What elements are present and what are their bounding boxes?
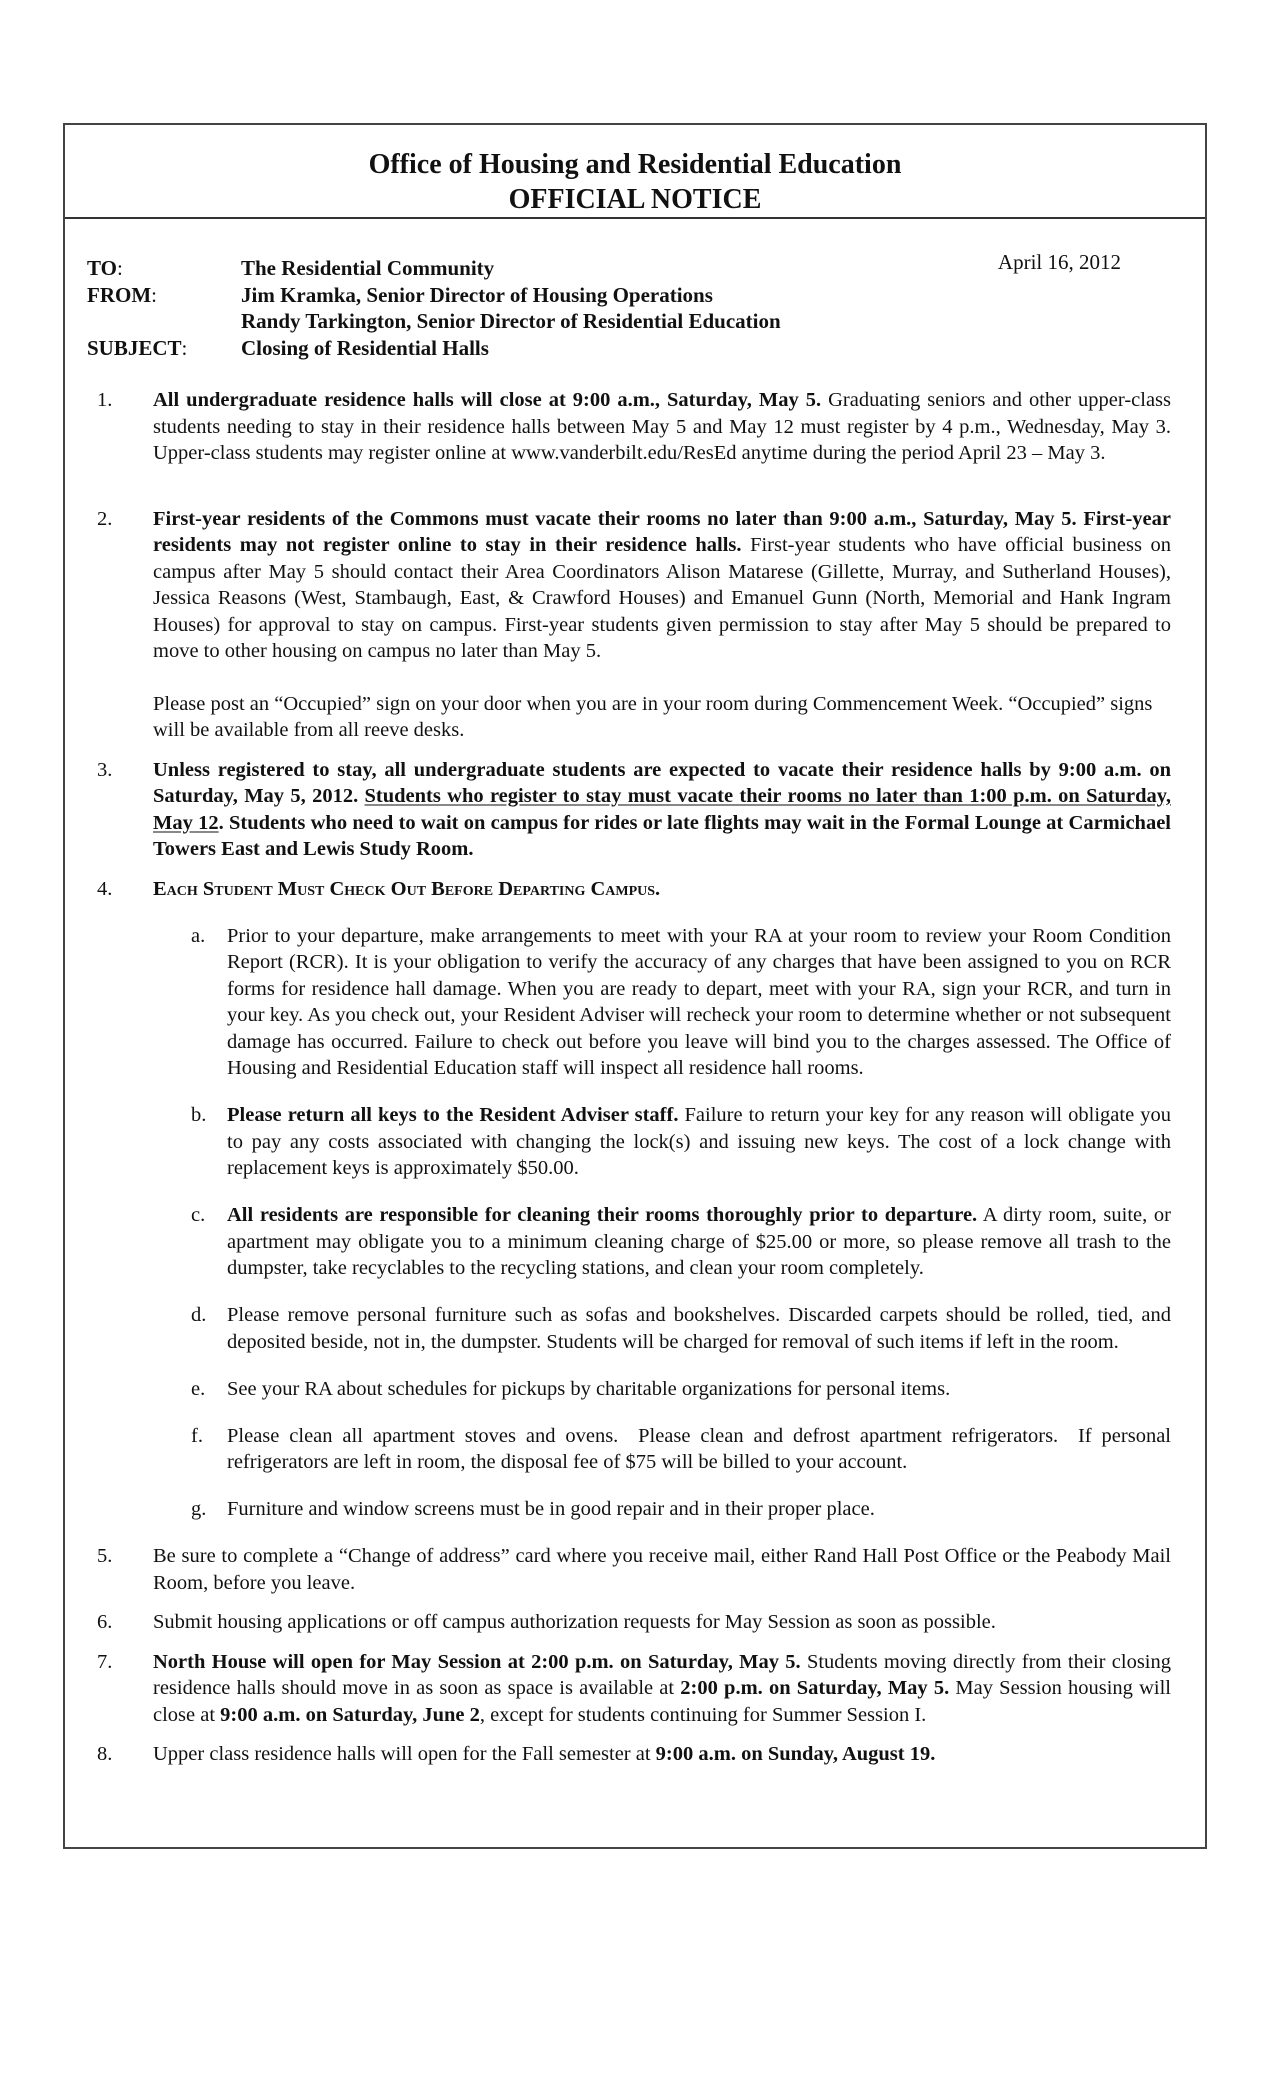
subitem-letter: d. (191, 1304, 207, 1326)
subject-label: SUBJECT (87, 335, 182, 360)
list-item-1 (65, 387, 1205, 467)
official-notice (63, 123, 1207, 1849)
item-text: First-year students who have official business on campus after May 5 should contact their Area Coordinators Alison Matarese (Gillette, Murray, and Sutherland Houses), Jessica Reasons (West, Stambaugh, East, & Crawford Houses) and Emanuel Gunn (North, Memorial and Hank Ingram Houses) for approval to stay on campus. First-year students given permission to stay after May 5 should be prepared to move to other housing on campus no later than May 5. (153, 534, 1171, 662)
subitem-text: Furniture and window screens must be in good repair and in their proper place. (227, 1498, 875, 1520)
list-item-3 (65, 757, 1205, 863)
memo-to-row: TO: The Residential Community (87, 256, 495, 280)
item-number: 6. (97, 1611, 113, 1633)
item-bold-text: All undergraduate residence halls will close at 9:00 a.m., Saturday, May 5. (153, 389, 822, 411)
item-bold-text: First-year residents of the Commons must vacate their rooms no later than 9:00 a.m., Saturday, May 5. First-year residents may not register online to stay in their residence halls. (153, 507, 1171, 556)
from-value-1: Jim Kramka, Senior Director of Housing Operations (241, 282, 713, 307)
item-number: 2. (97, 507, 113, 530)
subitem-letter: c. (191, 1204, 206, 1226)
notice-type: OFFICIAL NOTICE (508, 184, 762, 215)
item-bold-text-2: 2:00 p.m. on Saturday, May 5. (680, 1677, 950, 1699)
subject-value: Closing of Residential Halls (241, 335, 489, 360)
item-text-2: May Session housing will close at (153, 1677, 1171, 1726)
memo-fields (65, 255, 1205, 361)
list-item-7 (65, 1649, 1205, 1729)
memo-from-row-2 (65, 308, 1205, 335)
list-item-5 (65, 1543, 1205, 1596)
item-text: Upper class residence halls will open for the Fall semester at (153, 1743, 656, 1765)
list-item-4 (65, 876, 1205, 903)
subitem-b (65, 1102, 1205, 1182)
subitem-letter: a. (191, 924, 206, 947)
list-item-2 (65, 506, 1205, 744)
item-text: Submit housing applications or off campus authorization requests for May Session as soon as possible. (153, 1611, 996, 1633)
subitem-text: Failure to return your key for any reason will obligate you to pay any costs associated with changing the lock(s) and issuing new keys. The cost of a lock change with replacement keys is approximately $50.00. (227, 1104, 1171, 1179)
item-text: Graduating seniors and other upper-class students needing to stay in their residence halls between May 5 and May 12 must register by 4 p.m., Wednesday, May 3. Upper-class students may register online at www.vanderbilt.edu/ResEd anytime during the period April 23 – May 3. (153, 389, 1171, 464)
subitem-f (65, 1423, 1205, 1476)
item-number: 8. (97, 1743, 113, 1765)
item-number: 4. (97, 877, 113, 900)
item-bold-text-2: . Students who need to wait on campus for rides or late flights may wait in the Formal Lounge at Carmichael Towers East and Lewis Study Room. (153, 811, 1171, 860)
subitem-bold-text: All residents are responsible for cleaning their rooms thoroughly prior to departure. (227, 1204, 978, 1226)
subitem-text: Please clean all apartment stoves and ovens. Please clean and defrost apartment refrigerators. If personal refrigerators are left in room, the disposal fee of $75 will be billed to your account. (227, 1424, 1177, 1473)
notice-header (65, 125, 1205, 219)
item-number: 5. (97, 1545, 113, 1567)
subitem-bold-text: Please return all keys to the Resident Adviser staff. (227, 1104, 679, 1126)
from-value-2: Randy Tarkington, Senior Director of Residential Education (241, 309, 781, 333)
subitem-text: Prior to your departure, make arrangements to meet with your RA at your room to review your Room Condition Report (RCR). It is your obligation to verify the accuracy of any charges that have been assigned to you on RCR forms for residence hall damage. When you are ready to depart, meet with your RA, sign your RCR, and turn in your key. As you check out, your Resident Adviser will recheck your room to determine whether or not subsequent damage has occurred. Failure to check out before you leave will bind you to the charges assessed. The Office of Housing and Residential Education staff will inspect all residence hall rooms. (227, 924, 1171, 1079)
underlined-deadline: Students who register to stay must vacate their rooms no later than 1:00 p.m. on Saturday, May 12 (153, 785, 1171, 834)
memo-from-row: FROM: Jim Kramka, Senior Director of Housing Operations (87, 282, 713, 307)
subitem-text: See your RA about schedules for pickups by charitable organizations for personal items. (227, 1377, 951, 1400)
item-text: Be sure to complete a “Change of address” card where you receive mail, either Rand Hall Post Office or the Peabody Mail Room, before you leave. (153, 1545, 1171, 1594)
item-number: 3. (97, 758, 113, 781)
list-item-8 (65, 1741, 1205, 1768)
to-label: TO (87, 256, 117, 280)
item-bold-text: 9:00 a.m. on Sunday, August 19. (655, 1743, 936, 1765)
item-text-3: , except for students continuing for Summer Session I. (479, 1703, 927, 1726)
from-label: FROM (87, 282, 152, 307)
subitem-text: Please remove personal furniture such as sofas and bookshelves. Discarded carpets should be rolled, tied, and deposited beside, not in, the dumpster. Students will be charged for removal of such items if left in the room. (227, 1304, 1171, 1353)
subitem-letter: f. (191, 1424, 203, 1447)
subitem-letter: e. (191, 1377, 206, 1400)
occupied-sign-note: Please post an “Occupied” sign on your door when you are in your room during Commencement Week. “Occupied” signs will be available from all reeve desks. (153, 692, 1153, 741)
to-value: The Residential Community (241, 256, 495, 280)
memo-date: April 16, 2012 (997, 250, 1121, 274)
checkout-heading: Each Student Must Check Out Before Departing Campus. (153, 877, 661, 900)
memo-subject-row: SUBJECT: Closing of Residential Halls (87, 335, 489, 360)
subitem-e (65, 1376, 1205, 1403)
office-title: Office of Housing and Residential Education (368, 149, 902, 180)
subitem-letter: g. (191, 1498, 207, 1520)
item-number: 7. (97, 1650, 113, 1673)
subitem-a (65, 923, 1205, 1082)
item-bold-text: Unless registered to stay, all undergraduate students are expected to vacate their residence halls by 9:00 a.m. on Saturday, May 5, 2012. (153, 758, 1171, 807)
list-item-6 (65, 1609, 1205, 1636)
notice-body (65, 387, 1205, 1781)
item-bold-text-3: 9:00 a.m. on Saturday, June 2 (220, 1703, 480, 1726)
subitem-c (65, 1202, 1205, 1282)
subitem-text: A dirty room, suite, or apartment may obligate you to a minimum cleaning charge of $25.00 or more, so please remove all trash to the dumpster, take recyclables to the recycling stations, and clean your room completely. (227, 1204, 1171, 1279)
subitem-d (65, 1302, 1205, 1355)
item-number: 1. (97, 389, 113, 411)
subitem-g (65, 1496, 1205, 1523)
item-bold-text: North House will open for May Session at 2:00 p.m. on Saturday, May 5. (153, 1650, 801, 1673)
subitem-letter: b. (191, 1104, 207, 1126)
item-text: Students moving directly from their closing residence halls should move in as soon as space is available at (153, 1650, 1171, 1699)
